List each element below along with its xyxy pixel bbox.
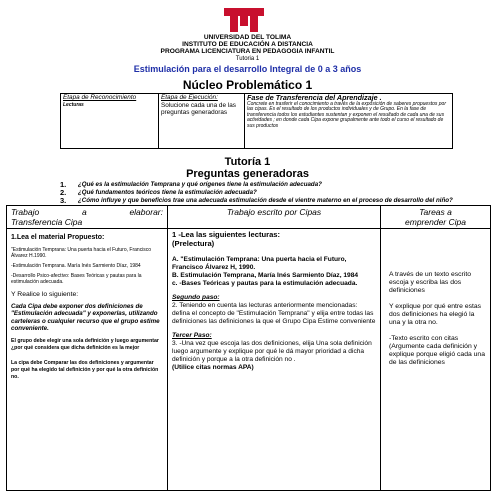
question-text: ¿Qué es la estimulación Temprana y qué orígenes tiene la estimulación adecuada?: [78, 181, 322, 188]
question-text: ¿Qué fundamentos teóricos tiene la estimulación adecuada?: [78, 189, 257, 196]
stage-reconocimiento-body: Lecturas: [63, 101, 84, 108]
reading-1: "Estimulación Temprana: Una puerta hacia el Futuro, Francisco Álvarez H.1990.: [11, 247, 152, 260]
questions-list: [60, 181, 460, 205]
step-3-text: 3. -Una vez que escoja las dos definiciones, elija Una sola definición luego argumente y explique por qué le dá mayor prioridad a dicha definición y porque a la otra definición no .: [172, 340, 372, 363]
task-3: -Texto escrito con citas (Argumente cada definición y explique porque eligió cada una de las definiciones: [389, 335, 485, 366]
reading-a: A. "Estimulación Temprana: Una puerta hacia el Futuro, Francisco Álvarez H, 1990.: [172, 256, 347, 271]
right-cell: [381, 229, 491, 491]
header-word: Trabajo: [11, 207, 40, 217]
step-3-note: (Utilice citas normas APA): [172, 364, 254, 371]
table-row: [7, 229, 491, 491]
column-header-trabajo-escrito: Trabajo escrito por Cipas: [168, 206, 381, 229]
instruction-3: Cada Cipa debe exponer dos definiciones de "Estimulación adecuada" y exponerlas, utilizando carteleras o cualquier recurso que el grupo estime conveniente.: [11, 302, 160, 333]
instruction-2: Y Realice lo siguiente:: [11, 291, 79, 299]
reading-3: -Desarrollo Psico-afectivo: Bases Teóricas y pautas para la estimulación adecuada.: [11, 273, 142, 286]
header-line: Tareas a: [419, 207, 452, 217]
stage-ejecucion-body: Solucione cada una de las preguntas generadoras: [161, 101, 236, 116]
nucleo-title: Núcleo Problemático 1: [182, 78, 313, 92]
reading-c: c. -Bases Teóricas y pautas para la estimulación adecuada.: [172, 280, 358, 287]
reading-b: B. Estimulación Temprana, María Inés Sarmiento Díaz, 1984: [172, 272, 359, 279]
step-3-title: Tercer Paso:: [172, 332, 212, 339]
list-item: [60, 189, 460, 197]
reading-2: -Estimulación Temprana. María Inés Sarmiento Díaz, 1984: [11, 263, 141, 270]
work-table: [6, 205, 491, 491]
stage-transferencia-body: Concrete en trasferir el conocimiento a través de la exposición de saberes propuestos por las cipas. Es el resultado de los productos individuales y de Grupo. En la fase de transferencia todos los estudiantes sustentan y exponen el resultado de cada una de sus actividades ; en donde cada Cipa expone grupalmente ante todo el curso el resultado de sus productos: [247, 100, 446, 129]
question-text: ¿Cómo influye y que beneficios trae una adecuada estimulación desde el vientre materno en el proceso de desarrollo del niño?: [78, 197, 453, 204]
institute-name: INSTITUTO DE EDUCACIÓN A DISTANCIA: [182, 41, 313, 48]
column-header-tareas: [381, 206, 491, 229]
stage-ejecucion: [159, 94, 245, 149]
task-2: Y explique por qué entre estas dos definiciones ha elegió la una y la otra no.: [389, 303, 482, 326]
header-word: a: [81, 207, 87, 217]
tutoria-header: Tutoria 1: [235, 56, 260, 62]
tutoria-title: Tutoría 1: [224, 156, 271, 168]
step-2-text: 2. Teniendo en cuenta las lecturas anteriormente mencionadas: defina el concepto de "Estimulación Temprana" y elija entre todas las definiciones las definiciones la que el Grupo Cipa Estime conveniente: [172, 302, 376, 325]
stage-transferencia: [245, 94, 453, 149]
stage-reconocimiento-title: Etapa de Reconocimiento: [63, 94, 137, 101]
table-header-row: [7, 206, 491, 229]
course-subtitle: Estimulación para el desarrollo Integral de 0 a 3 años: [133, 64, 362, 74]
list-item: [60, 197, 460, 205]
question-number: 2.: [60, 188, 67, 197]
header-line: emprender Cipa: [405, 217, 466, 227]
university-logo: [224, 8, 264, 32]
instruction-5: La cipa debe Comparar las dos definiciones y argumentar por qué ha elegido tal definición y por qué la otra definición no.: [11, 360, 159, 381]
stage-reconocimiento: [61, 94, 159, 149]
step-1-title: 1 -Lea las siguientes lecturas:: [172, 230, 281, 239]
mid-cell: [168, 229, 381, 491]
column-header-transferencia: [7, 206, 168, 229]
step-2-title: Segundo paso:: [172, 294, 220, 301]
step-1-subtitle: (Prelectura): [172, 239, 215, 248]
instruction-1: 1.Lea el material Propuesto:: [11, 234, 105, 241]
question-number: 3.: [60, 196, 67, 205]
program-name: PROGRAMA LICENCIATURA EN PEDAGOGIA INFANTIL: [160, 48, 335, 55]
list-item: [60, 181, 460, 189]
stage-transferencia-title: Fase de Transferencia del Aprendizaje .: [247, 93, 382, 102]
university-name: UNIVERSIDAD DEL TOLIMA: [203, 34, 292, 41]
stages-table: [60, 93, 453, 149]
question-number: 1.: [60, 180, 67, 189]
instruction-4: El grupo debe elegir una sola definición y luego argumentar ¿por qué considera que dicha definición es la mejor: [11, 338, 159, 352]
stage-ejecucion-title: Etapa de Ejecución:: [161, 94, 218, 101]
preguntas-title: Preguntas generadoras: [186, 168, 309, 180]
left-cell: [7, 229, 168, 491]
task-1: A través de un texto escrito escoja y escriba las dos definiciones: [389, 271, 471, 294]
header-word: elaborar:: [129, 207, 163, 217]
header-line: Transferencia Cipa: [11, 217, 83, 227]
